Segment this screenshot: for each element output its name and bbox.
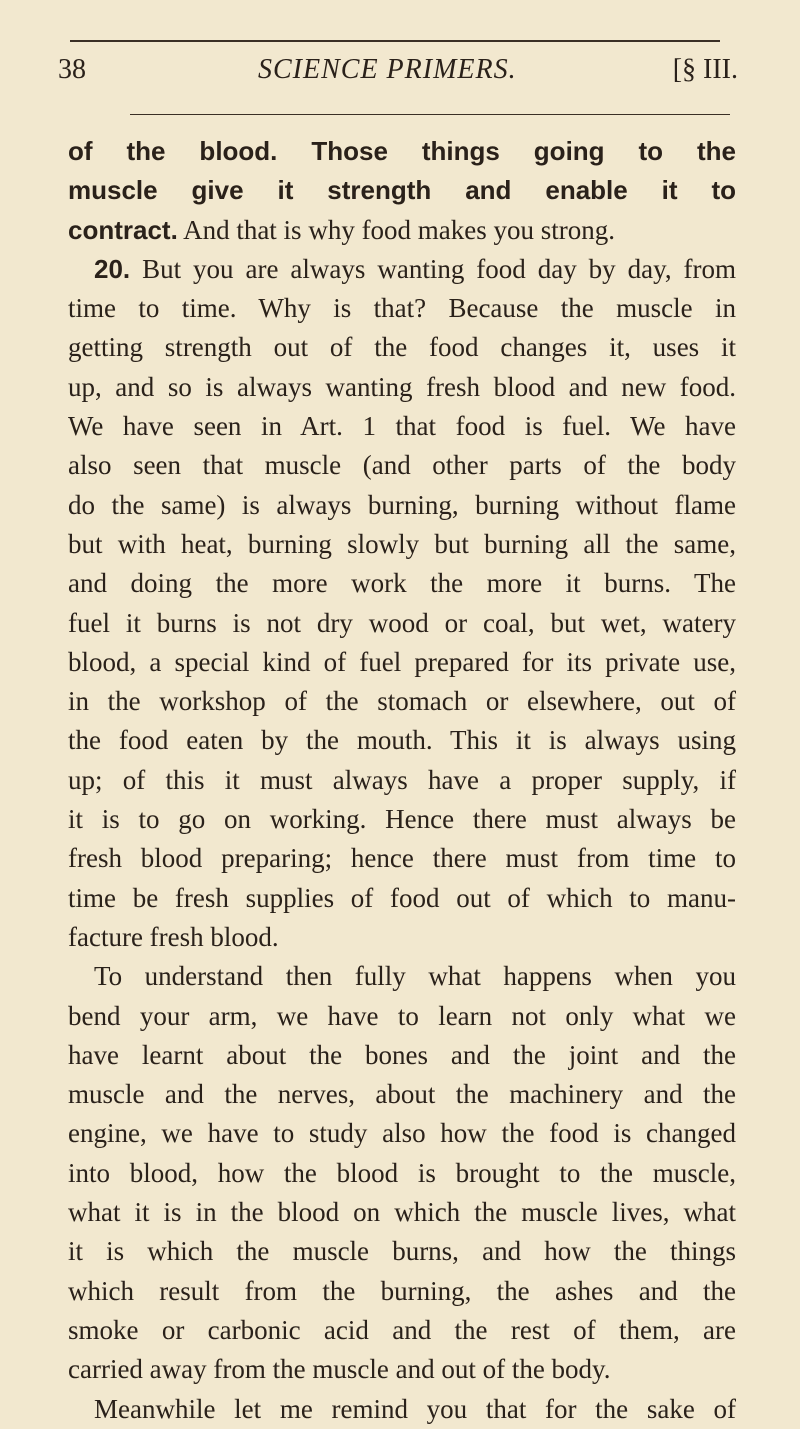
text-line: also seen that muscle (and other parts of the body (68, 450, 736, 481)
text-line: muscle give it strength and enable it to (68, 175, 736, 206)
text-line: blood, a special kind of fuel prepared for its private use, (68, 646, 736, 677)
text-line: what it is in the blood on which the muscle lives, what (68, 1197, 736, 1228)
text-line: it is which the muscle burns, and how the things (68, 1236, 736, 1267)
running-title: SCIENCE PRIMERS. (258, 54, 517, 85)
text-line: facture fresh blood. (68, 921, 279, 952)
header-rule (130, 114, 730, 115)
text-line: time to time. Why is that? Because the muscle in (68, 293, 736, 324)
text-line: which result from the burning, the ashes and the (68, 1275, 736, 1306)
text-line: fuel it burns is not dry wood or coal, but wet, watery (68, 607, 736, 638)
text-line: into blood, how the blood is brought to the muscle, (68, 1157, 736, 1188)
text-line: time be fresh supplies of food out of which to manu- (68, 882, 736, 913)
text-line: carried away from the muscle and out of the body. (68, 1354, 611, 1385)
text-line: do the same) is always burning, burning without flame (68, 489, 736, 520)
text-line: 20. But you are always wanting food day by day, from (94, 253, 736, 284)
text-line: up; of this it must always have a proper supply, if (68, 764, 736, 795)
text-line: fresh blood preparing; hence there must from time to (68, 843, 736, 874)
text-line: engine, we have to study also how the food is changed (68, 1118, 736, 1149)
text-line: and doing the more work the more it burns. The (68, 568, 736, 599)
text-line: To understand then fully what happens when you (94, 961, 736, 992)
text-line: Meanwhile let me remind you that for the sake of (94, 1393, 736, 1424)
text-line: the food eaten by the mouth. This it is always using (68, 725, 736, 756)
text-line: in the workshop of the stomach or elsewhere, out of (68, 686, 736, 717)
text-line: contract. And that is why food makes you strong. (68, 214, 616, 245)
text-line: bend your arm, we have to learn not only what we (68, 1000, 736, 1031)
body-text (68, 132, 736, 1429)
section-marker: [§ III. (672, 54, 738, 85)
running-header (58, 54, 738, 94)
text-line: We have seen in Art. 1 that food is fuel. We have (68, 411, 736, 442)
top-rule (70, 40, 720, 42)
text-line: getting strength out of the food changes it, uses it (68, 332, 736, 363)
text-line: it is to go on working. Hence there must always be (68, 804, 736, 835)
text-line: of the blood. Those things going to the (68, 136, 736, 166)
text-line: up, and so is always wanting fresh blood and new food. (68, 371, 736, 402)
page-number: 38 (58, 54, 86, 85)
text-line: have learnt about the bones and the joint and the (68, 1039, 736, 1070)
text-line: smoke or carbonic acid and the rest of them, are (68, 1314, 736, 1345)
text-line: muscle and the nerves, about the machinery and the (68, 1079, 736, 1110)
text-line: but with heat, burning slowly but burning all the same, (68, 528, 736, 559)
